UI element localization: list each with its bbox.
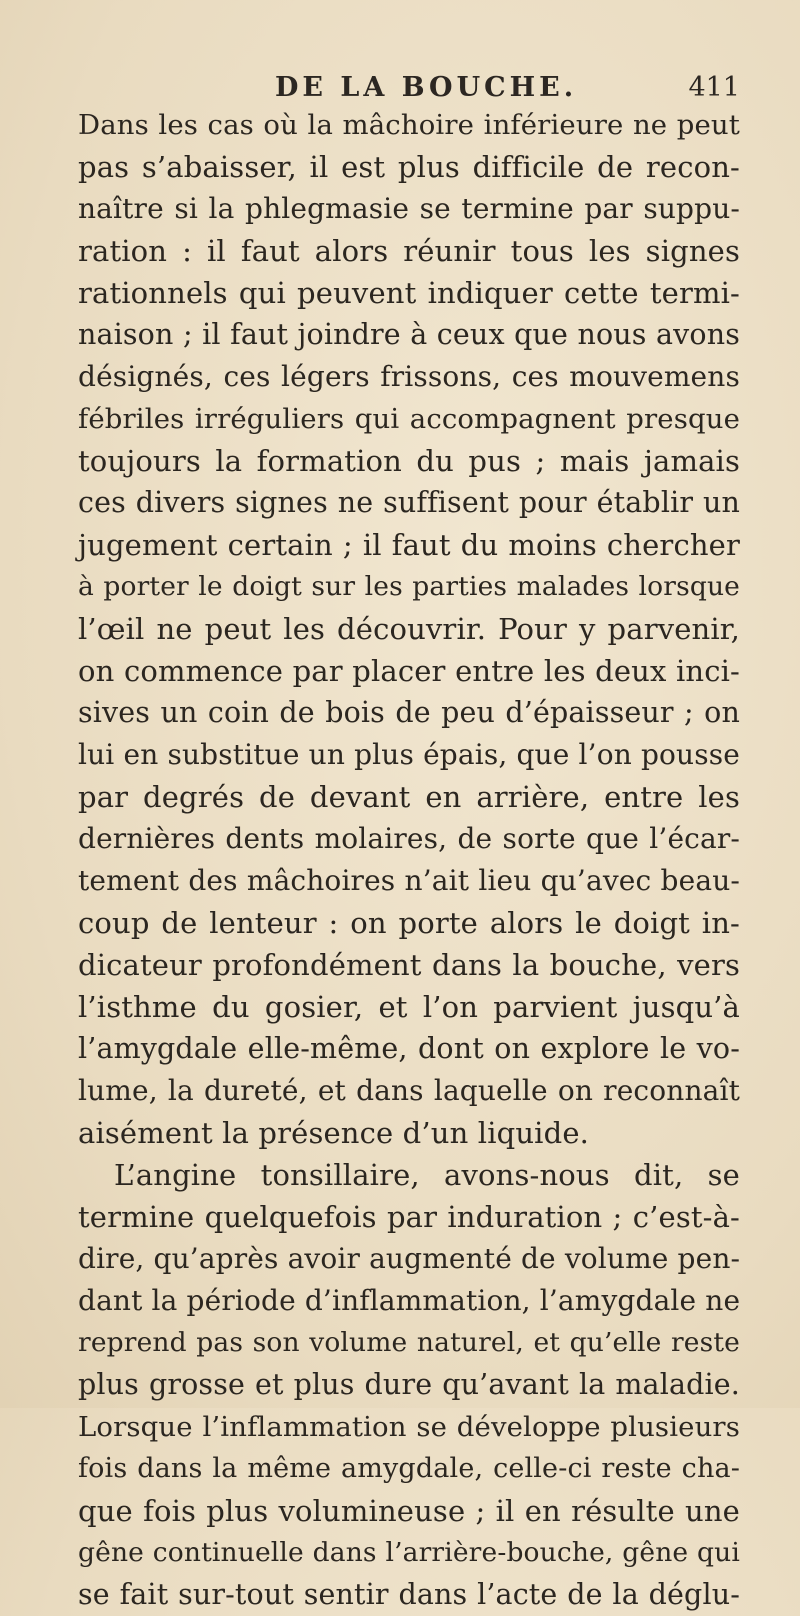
text-line: Lorsque l’inflammation se développe plusieurs xyxy=(78,1411,740,1443)
text-line: toujours la formation du pus ; mais jamais xyxy=(78,444,740,478)
text-line: dire, qu’après avoir augmenté de volume pen- xyxy=(78,1242,741,1275)
text-line: lui en substitue un plus épais, que l’on pousse xyxy=(78,738,740,771)
text-line: coup de lenteur : on porte alors le doigt in- xyxy=(78,906,740,940)
text-line: pas s’abaisser, il est plus difficile de recon- xyxy=(78,150,740,184)
text-line: ration : il faut alors réunir tous les signes xyxy=(78,234,740,268)
text-line: l’isthme du gosier, et l’on parvient jusqu’à xyxy=(78,990,740,1024)
text-line: jugement certain ; il faut du moins chercher xyxy=(78,528,740,562)
text-line: gêne continuelle dans l’arrière-bouche, gêne qui xyxy=(78,1537,740,1568)
text-line: termine quelquefois par induration ; c’est-à- xyxy=(78,1200,740,1234)
text-line-paragraph-start: L’angine tonsillaire, avons-nous dit, se xyxy=(114,1158,740,1192)
text-line: tement des mâchoires n’ait lieu qu’avec beau- xyxy=(78,864,740,897)
text-line: à porter le doigt sur les parties malades lorsque xyxy=(78,571,740,602)
text-line: plus grosse et plus dure qu’avant la maladie. xyxy=(78,1368,740,1401)
text-line: l’œil ne peut les découvrir. Pour y parvenir, xyxy=(78,612,740,646)
text-line: fébriles irréguliers qui accompagnent presque xyxy=(78,403,740,435)
text-line: rationnels qui peuvent indiquer cette termi- xyxy=(78,276,740,310)
text-line: désignés, ces légers frissons, ces mouvemens xyxy=(78,360,740,393)
text-line: naître si la phlegmasie se termine par suppu- xyxy=(78,192,740,225)
text-line: on commence par placer entre les deux inci- xyxy=(78,654,740,688)
text-line: ces divers signes ne suffisent pour établir un xyxy=(78,486,740,519)
text-line-paragraph-end: aisément la présence d’un liquide. xyxy=(78,1116,589,1150)
text-line: se fait sur-tout sentir dans l’acte de la déglu- xyxy=(78,1578,740,1611)
text-line: dicateur profondément dans la bouche, vers xyxy=(78,948,740,982)
text-line: naison ; il faut joindre à ceux que nous avons xyxy=(78,318,740,351)
body-text xyxy=(78,104,740,1616)
text-line: que fois plus volumineuse ; il en résulte une xyxy=(78,1494,740,1528)
text-line: Dans les cas où la mâchoire inférieure ne peut xyxy=(78,109,740,141)
running-title: DE LA BOUCHE. xyxy=(275,72,578,103)
text-line: dant la période d’inflammation, l’amygdale ne xyxy=(78,1284,741,1317)
text-line: sives un coin de bois de peu d’épaisseur ; on xyxy=(78,696,740,729)
page-number: 411 xyxy=(688,72,740,103)
text-line: fois dans la même amygdale, celle-ci reste cha- xyxy=(78,1453,740,1484)
text-line: reprend pas son volume naturel, et qu’elle reste xyxy=(78,1327,740,1358)
text-line: dernières dents molaires, de sorte que l’écar- xyxy=(78,822,740,855)
text-line: lume, la dureté, et dans laquelle on reconnaît xyxy=(78,1074,740,1107)
text-line: par degrés de devant en arrière, entre les xyxy=(78,780,740,814)
text-line: l’amygdale elle-même, dont on explore le vo- xyxy=(78,1032,740,1065)
